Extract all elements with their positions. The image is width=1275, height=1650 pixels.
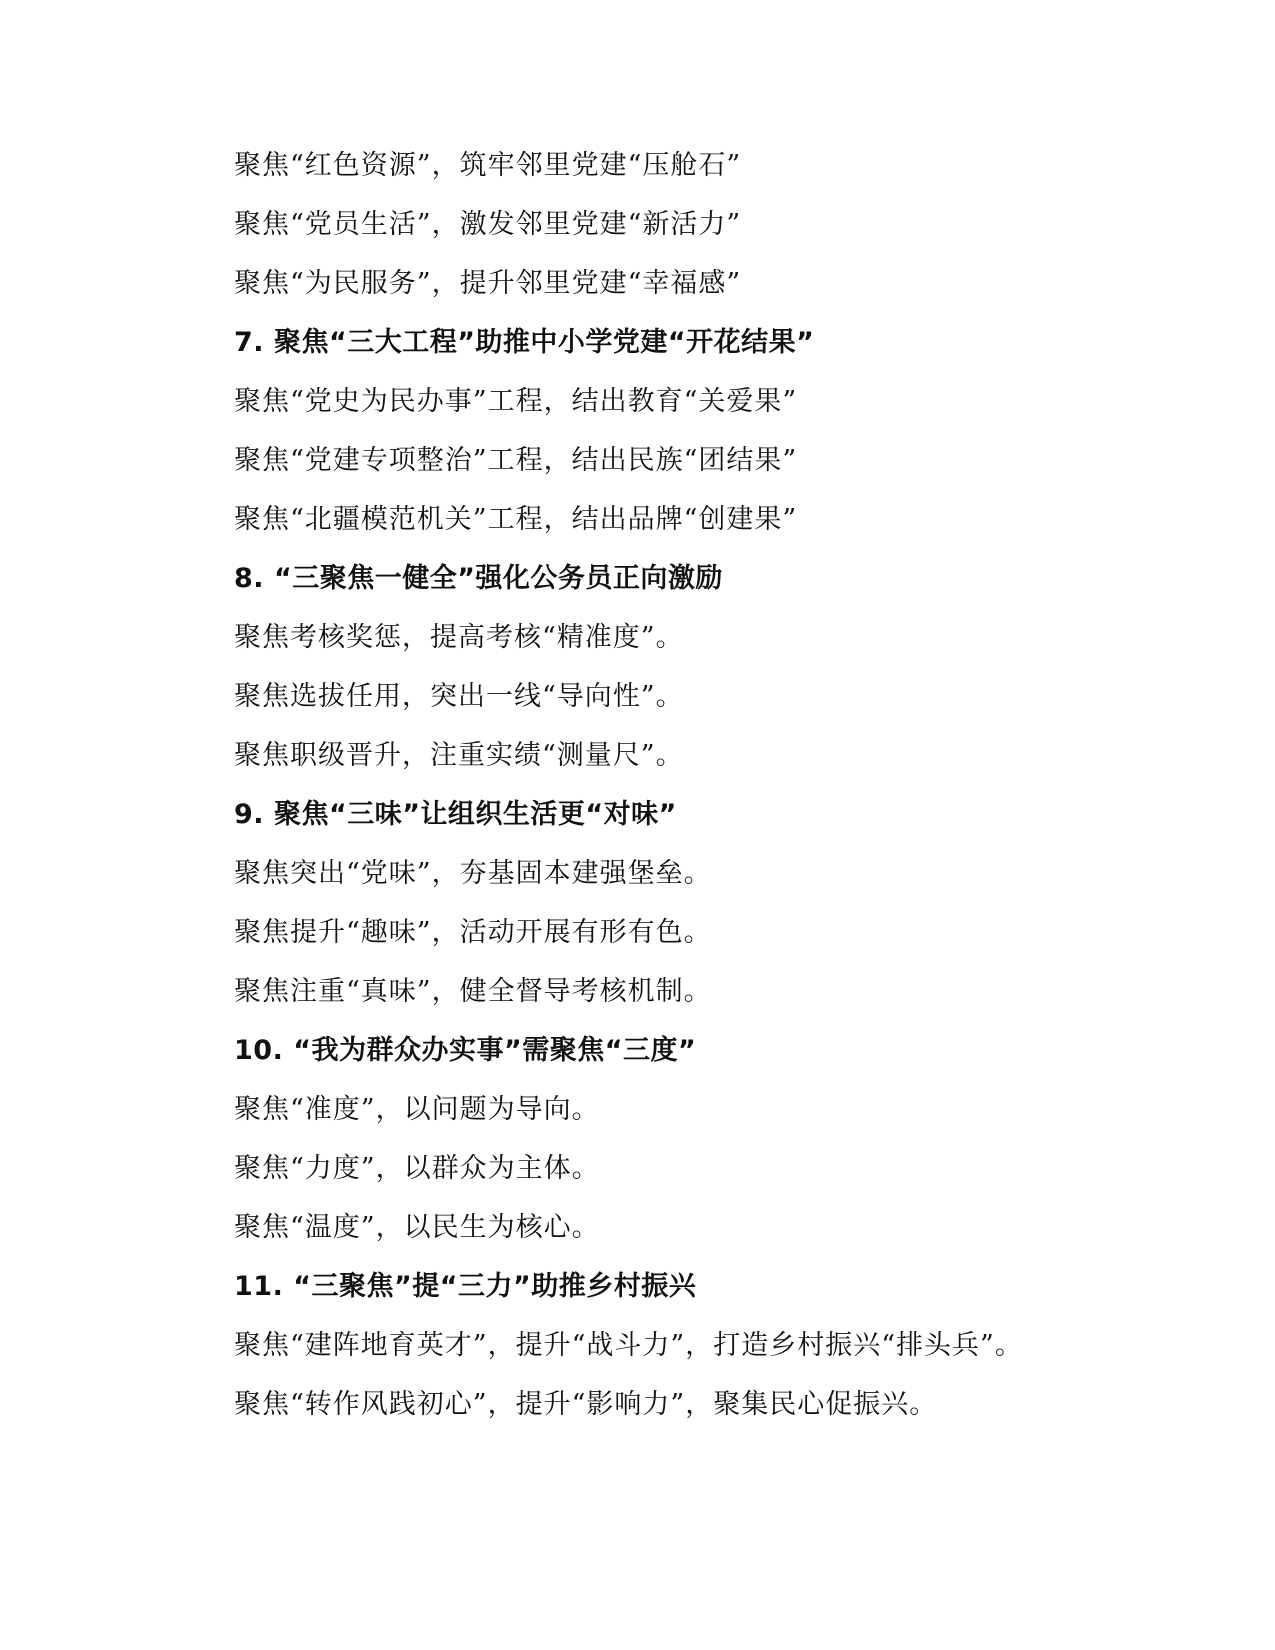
body-line: 聚焦“转作风践初心”，提升“影响力”，聚集民心促振兴。 (234, 1389, 938, 1420)
body-line: 聚焦选拔任用，突出一线“导向性”。 (234, 681, 684, 712)
body-line: 聚焦考核奖惩，提高考核“精准度”。 (234, 622, 684, 653)
document-body (188, 136, 1068, 1434)
body-line: 聚焦注重“真味”，健全督导考核机制。 (234, 976, 712, 1007)
body-line: 聚焦突出“党味”，夯基固本建强堡垒。 (234, 858, 712, 889)
body-line: 聚焦“党史为民办事”工程，结出教育“关爱果” (234, 386, 798, 417)
body-line: 聚焦“温度”，以民生为核心。 (234, 1212, 600, 1243)
section-heading: 9. 聚焦“三味”让组织生活更“对味” (234, 799, 677, 830)
section-heading: 7. 聚焦“三大工程”助推中小学党建“开花结果” (234, 327, 815, 358)
body-line: 聚焦“力度”，以群众为主体。 (234, 1153, 600, 1184)
body-line: 聚焦“准度”，以问题为导向。 (234, 1094, 600, 1125)
body-line: 聚焦“党建专项整治”工程，结出民族“团结果” (234, 445, 798, 476)
body-paragraph: 聚焦“建阵地育英才”，提升“战斗力”，打造乡村振兴“排头兵”。 (234, 1330, 1023, 1361)
body-line: 聚焦“为民服务”，提升邻里党建“幸福感” (234, 268, 742, 299)
body-line: 聚焦“红色资源”，筑牢邻里党建“压舱石” (234, 150, 742, 181)
body-line: 聚焦职级晋升，注重实绩“测量尺”。 (234, 740, 684, 771)
section-heading: 11. “三聚焦”提“三力”助推乡村振兴 (234, 1271, 697, 1302)
body-line: 聚焦“北疆模范机关”工程，结出品牌“创建果” (234, 504, 798, 535)
section-heading: 10. “我为群众办实事”需聚焦“三度” (234, 1035, 697, 1066)
body-line: 聚焦提升“趣味”，活动开展有形有色。 (234, 917, 712, 948)
section-heading: 8. “三聚焦一健全”强化公务员正向激励 (234, 563, 723, 594)
body-line: 聚焦“党员生活”，激发邻里党建“新活力” (234, 209, 742, 240)
